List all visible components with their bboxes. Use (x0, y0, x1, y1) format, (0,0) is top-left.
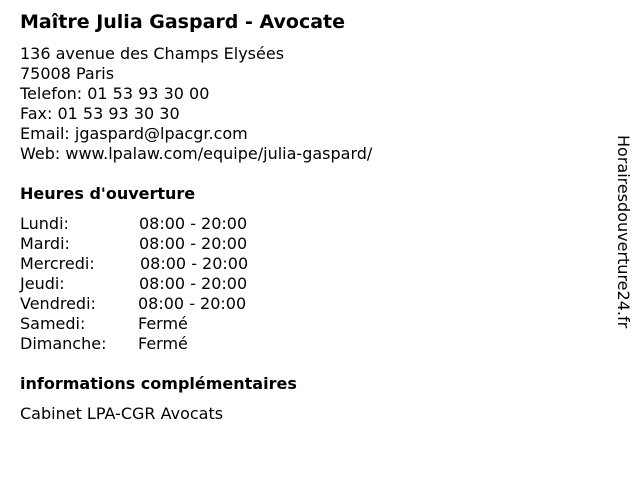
info-text: Cabinet LPA-CGR Avocats (20, 404, 224, 423)
address-line-2: 75008 Paris (20, 64, 115, 83)
hours-value: 08:00 - 20:00 (139, 214, 248, 233)
day-label: Jeudi: (20, 274, 65, 293)
watermark (613, 135, 633, 345)
hours-heading: Heures d'ouverture (20, 184, 196, 203)
day-label: Dimanche: (20, 334, 107, 353)
watermark-text: Horairesdouverture24.fr (614, 135, 633, 329)
hours-value: Fermé (138, 314, 188, 333)
hours-value: Fermé (138, 334, 188, 353)
day-label: Lundi: (20, 214, 69, 233)
hours-table (20, 214, 280, 354)
day-label: Vendredi: (20, 294, 96, 313)
contact-block (20, 44, 372, 164)
hours-row (20, 314, 280, 334)
hours-row (20, 294, 280, 314)
day-label: Mercredi: (20, 254, 95, 273)
hours-row (20, 334, 280, 354)
page-title: Maître Julia Gaspard - Avocate (20, 11, 346, 33)
address-line-1: 136 avenue des Champs Elysées (20, 44, 285, 63)
email-text: Email: jgaspard@lpacgr.com (20, 124, 248, 143)
hours-row (20, 234, 280, 254)
day-label: Mardi: (20, 234, 70, 253)
fax-text: Fax: 01 53 93 30 30 (20, 104, 180, 123)
hours-row (20, 274, 280, 294)
hours-value: 08:00 - 20:00 (138, 294, 247, 313)
hours-value: 08:00 - 20:00 (139, 234, 248, 253)
hours-value: 08:00 - 20:00 (140, 254, 249, 273)
web-text: Web: www.lpalaw.com/equipe/julia-gaspard/ (20, 144, 373, 163)
info-heading: informations complémentaires (20, 374, 297, 393)
hours-row (20, 254, 280, 274)
hours-row (20, 214, 280, 234)
hours-value: 08:00 - 20:00 (139, 274, 248, 293)
day-label: Samedi: (20, 314, 86, 333)
phone-text: Telefon: 01 53 93 30 00 (20, 84, 210, 103)
